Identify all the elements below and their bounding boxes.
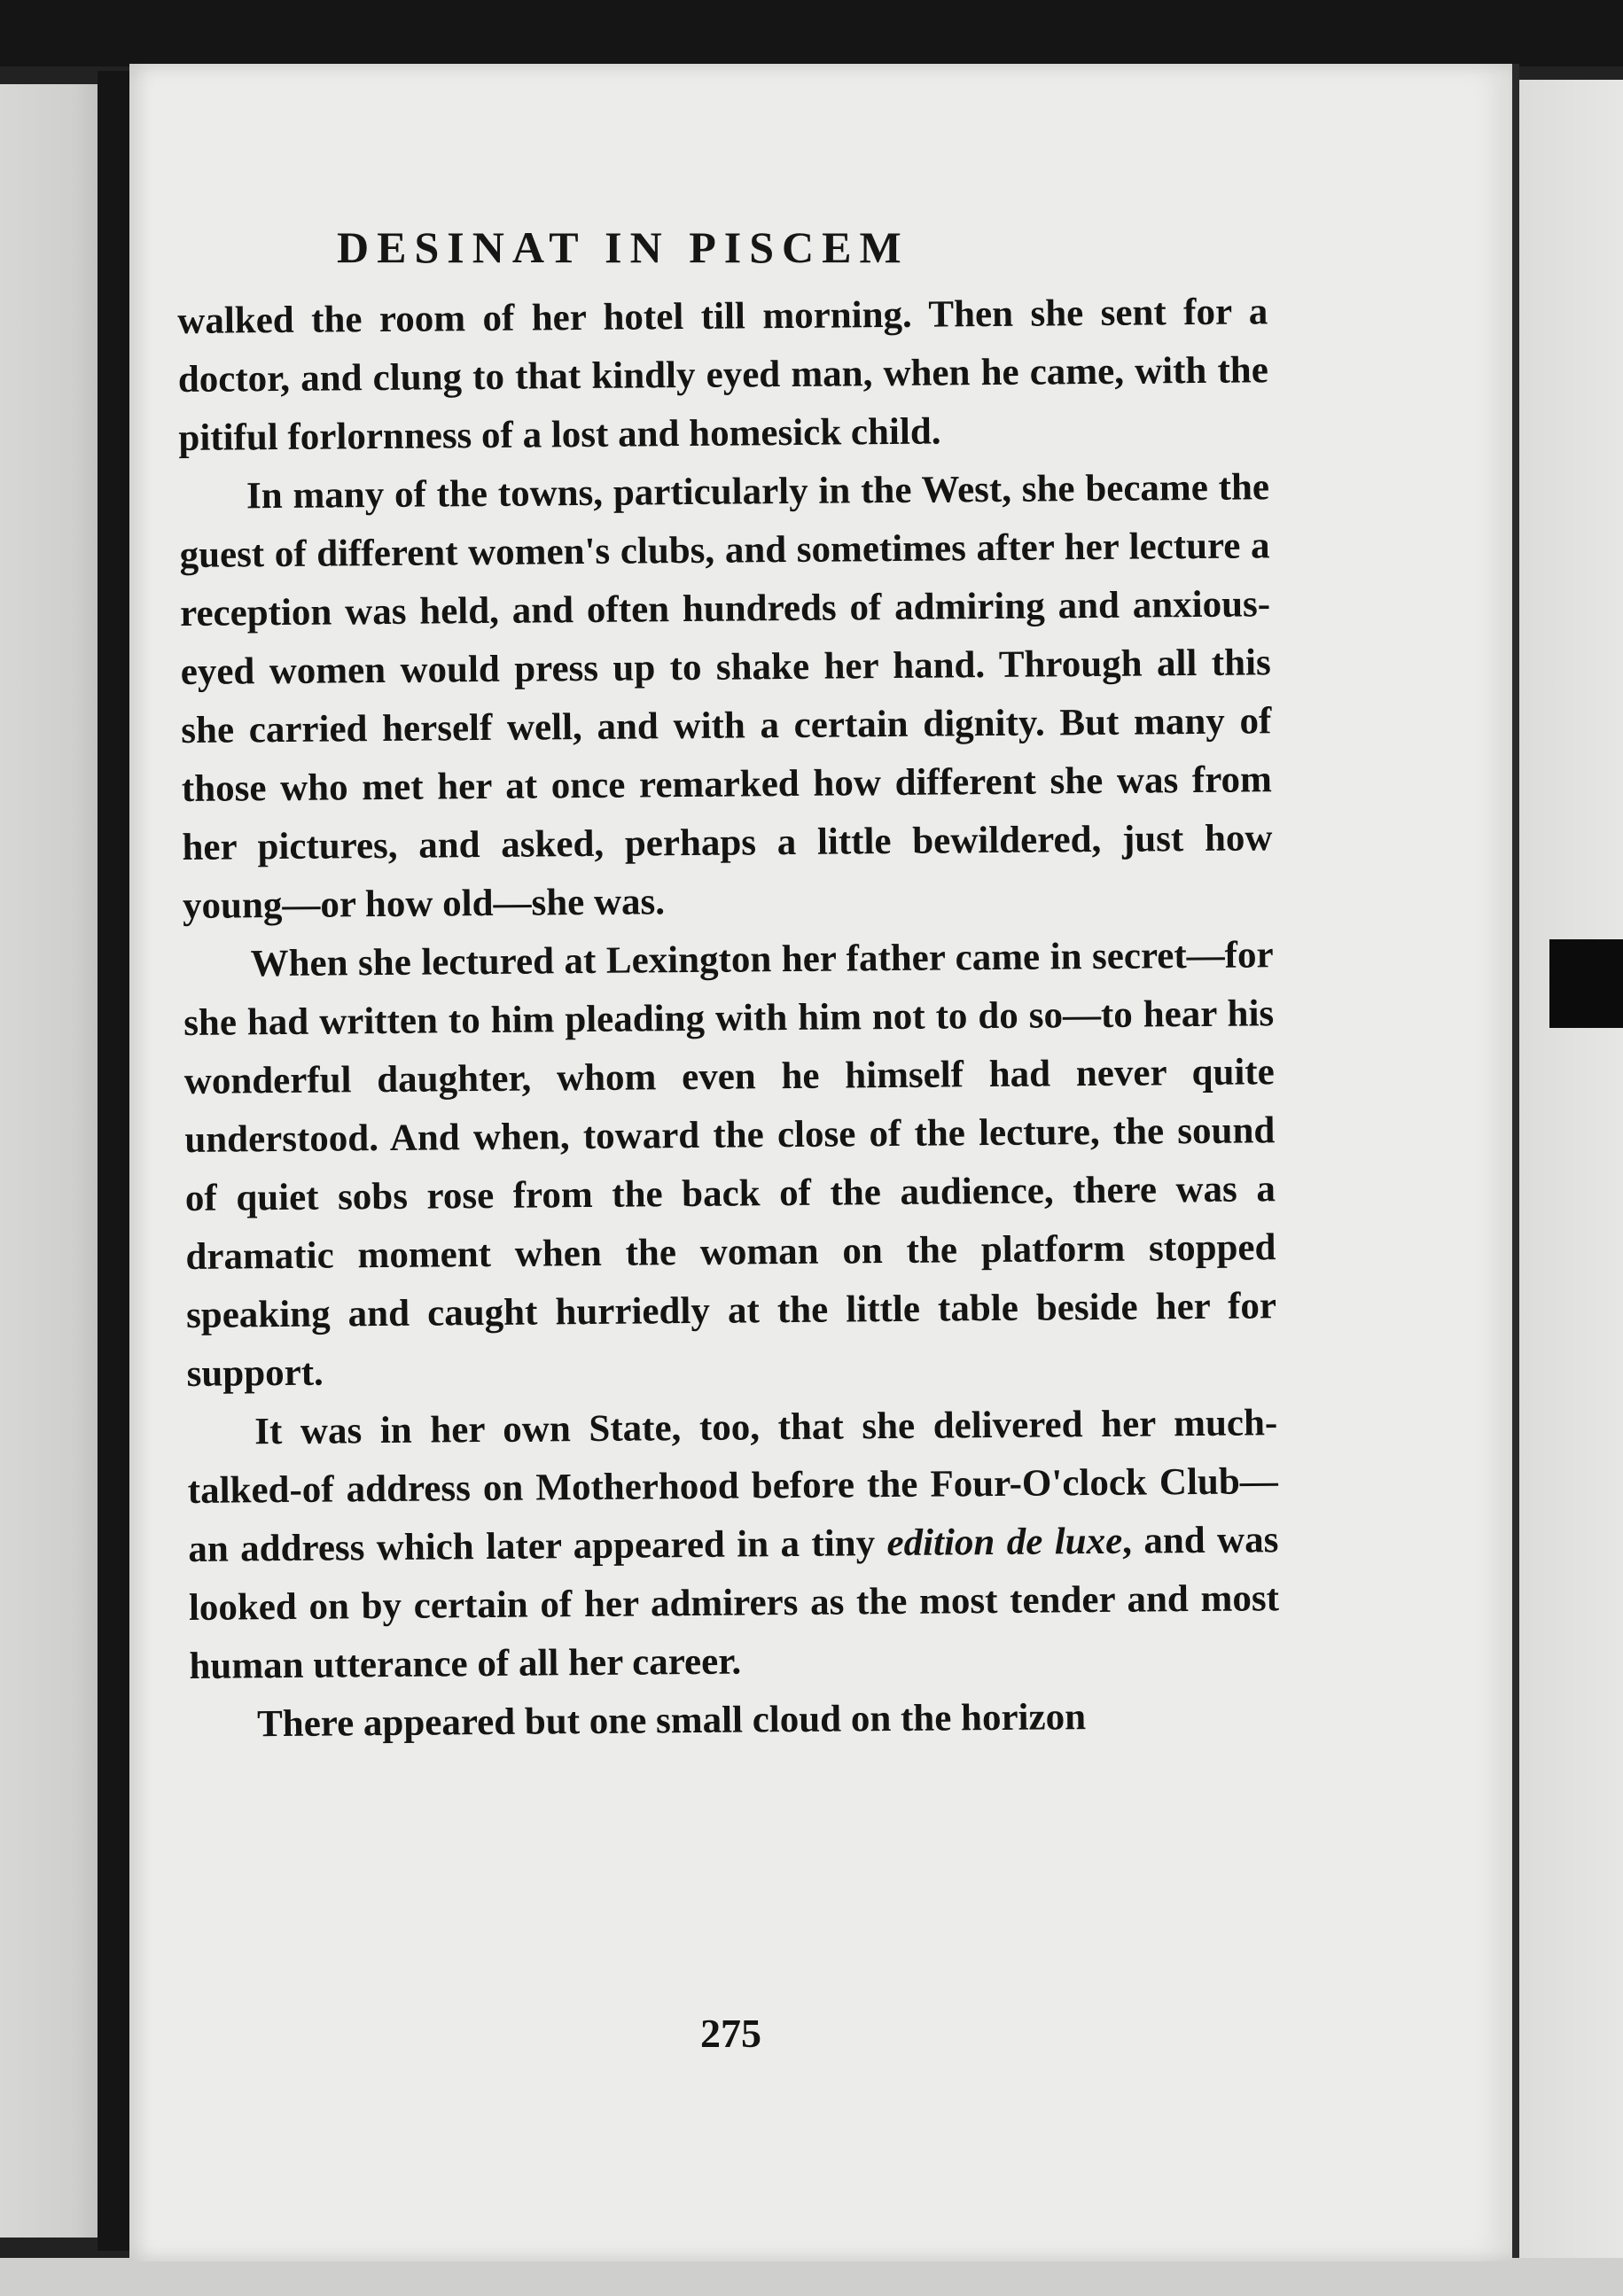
paragraph-4-text-after: , and was looked on by certain of her admirers as the most tender and most human utterance of all her career. <box>188 1519 1280 1687</box>
next-page-edge <box>1518 80 1623 2260</box>
scan-bottom-edge <box>0 2258 1623 2296</box>
running-head: DESINAT IN PISCEM <box>337 222 909 272</box>
paragraph-4-italic-phrase: edition de luxe <box>886 1520 1123 1565</box>
scan-edge-mark <box>1549 939 1623 1028</box>
scan-top-edge <box>0 0 1623 66</box>
page-number: 275 <box>700 2011 761 2056</box>
paragraph-4 <box>187 1394 1280 1696</box>
body-text <box>177 283 1280 1755</box>
paragraph-3: When she lectured at Lexington her father came in secret—for she had written to him pleading with him not to do so—to hear his wonderful daughter, whom even he himself had never quite understood. And when, toward the close of the lecture, the sound of quiet sobs rose from the back of the audience, there was a dramatic moment when the woman on the platform stopped speaking and caught hurriedly at the little table beside her for support. <box>183 934 1277 1395</box>
book-spine-shadow <box>98 71 131 2251</box>
paragraph-1: walked the room of her hotel till morning. Then she sent for a doctor, and clung to that kindly eyed man, when he came, with the pitiful forlornness of a lost and homesick child. <box>177 291 1269 459</box>
paragraph-5-start: There appeared but one small cloud on the horizon <box>256 1696 1087 1746</box>
paragraph-4-text-before: It was in her own State, too, that she delivered her much-talked-of address on Motherhood before the Four-O'clock Club—an address which later appeared in a tiny <box>187 1402 1278 1570</box>
previous-page-edge <box>0 84 106 2238</box>
paragraph-2: In many of the towns, particularly in the West, she became the guest of different women's clubs, and sometimes after her lecture a reception was held, and often hundreds of admiring and anxious-eyed women would press up to shake her hand. Through all this she carried herself well, and with a certain dignity. But many of those who met her at once remarked how different she was from her pictures, and asked, perhaps a little bewildered, just how young—or how old—she was. <box>179 466 1273 927</box>
